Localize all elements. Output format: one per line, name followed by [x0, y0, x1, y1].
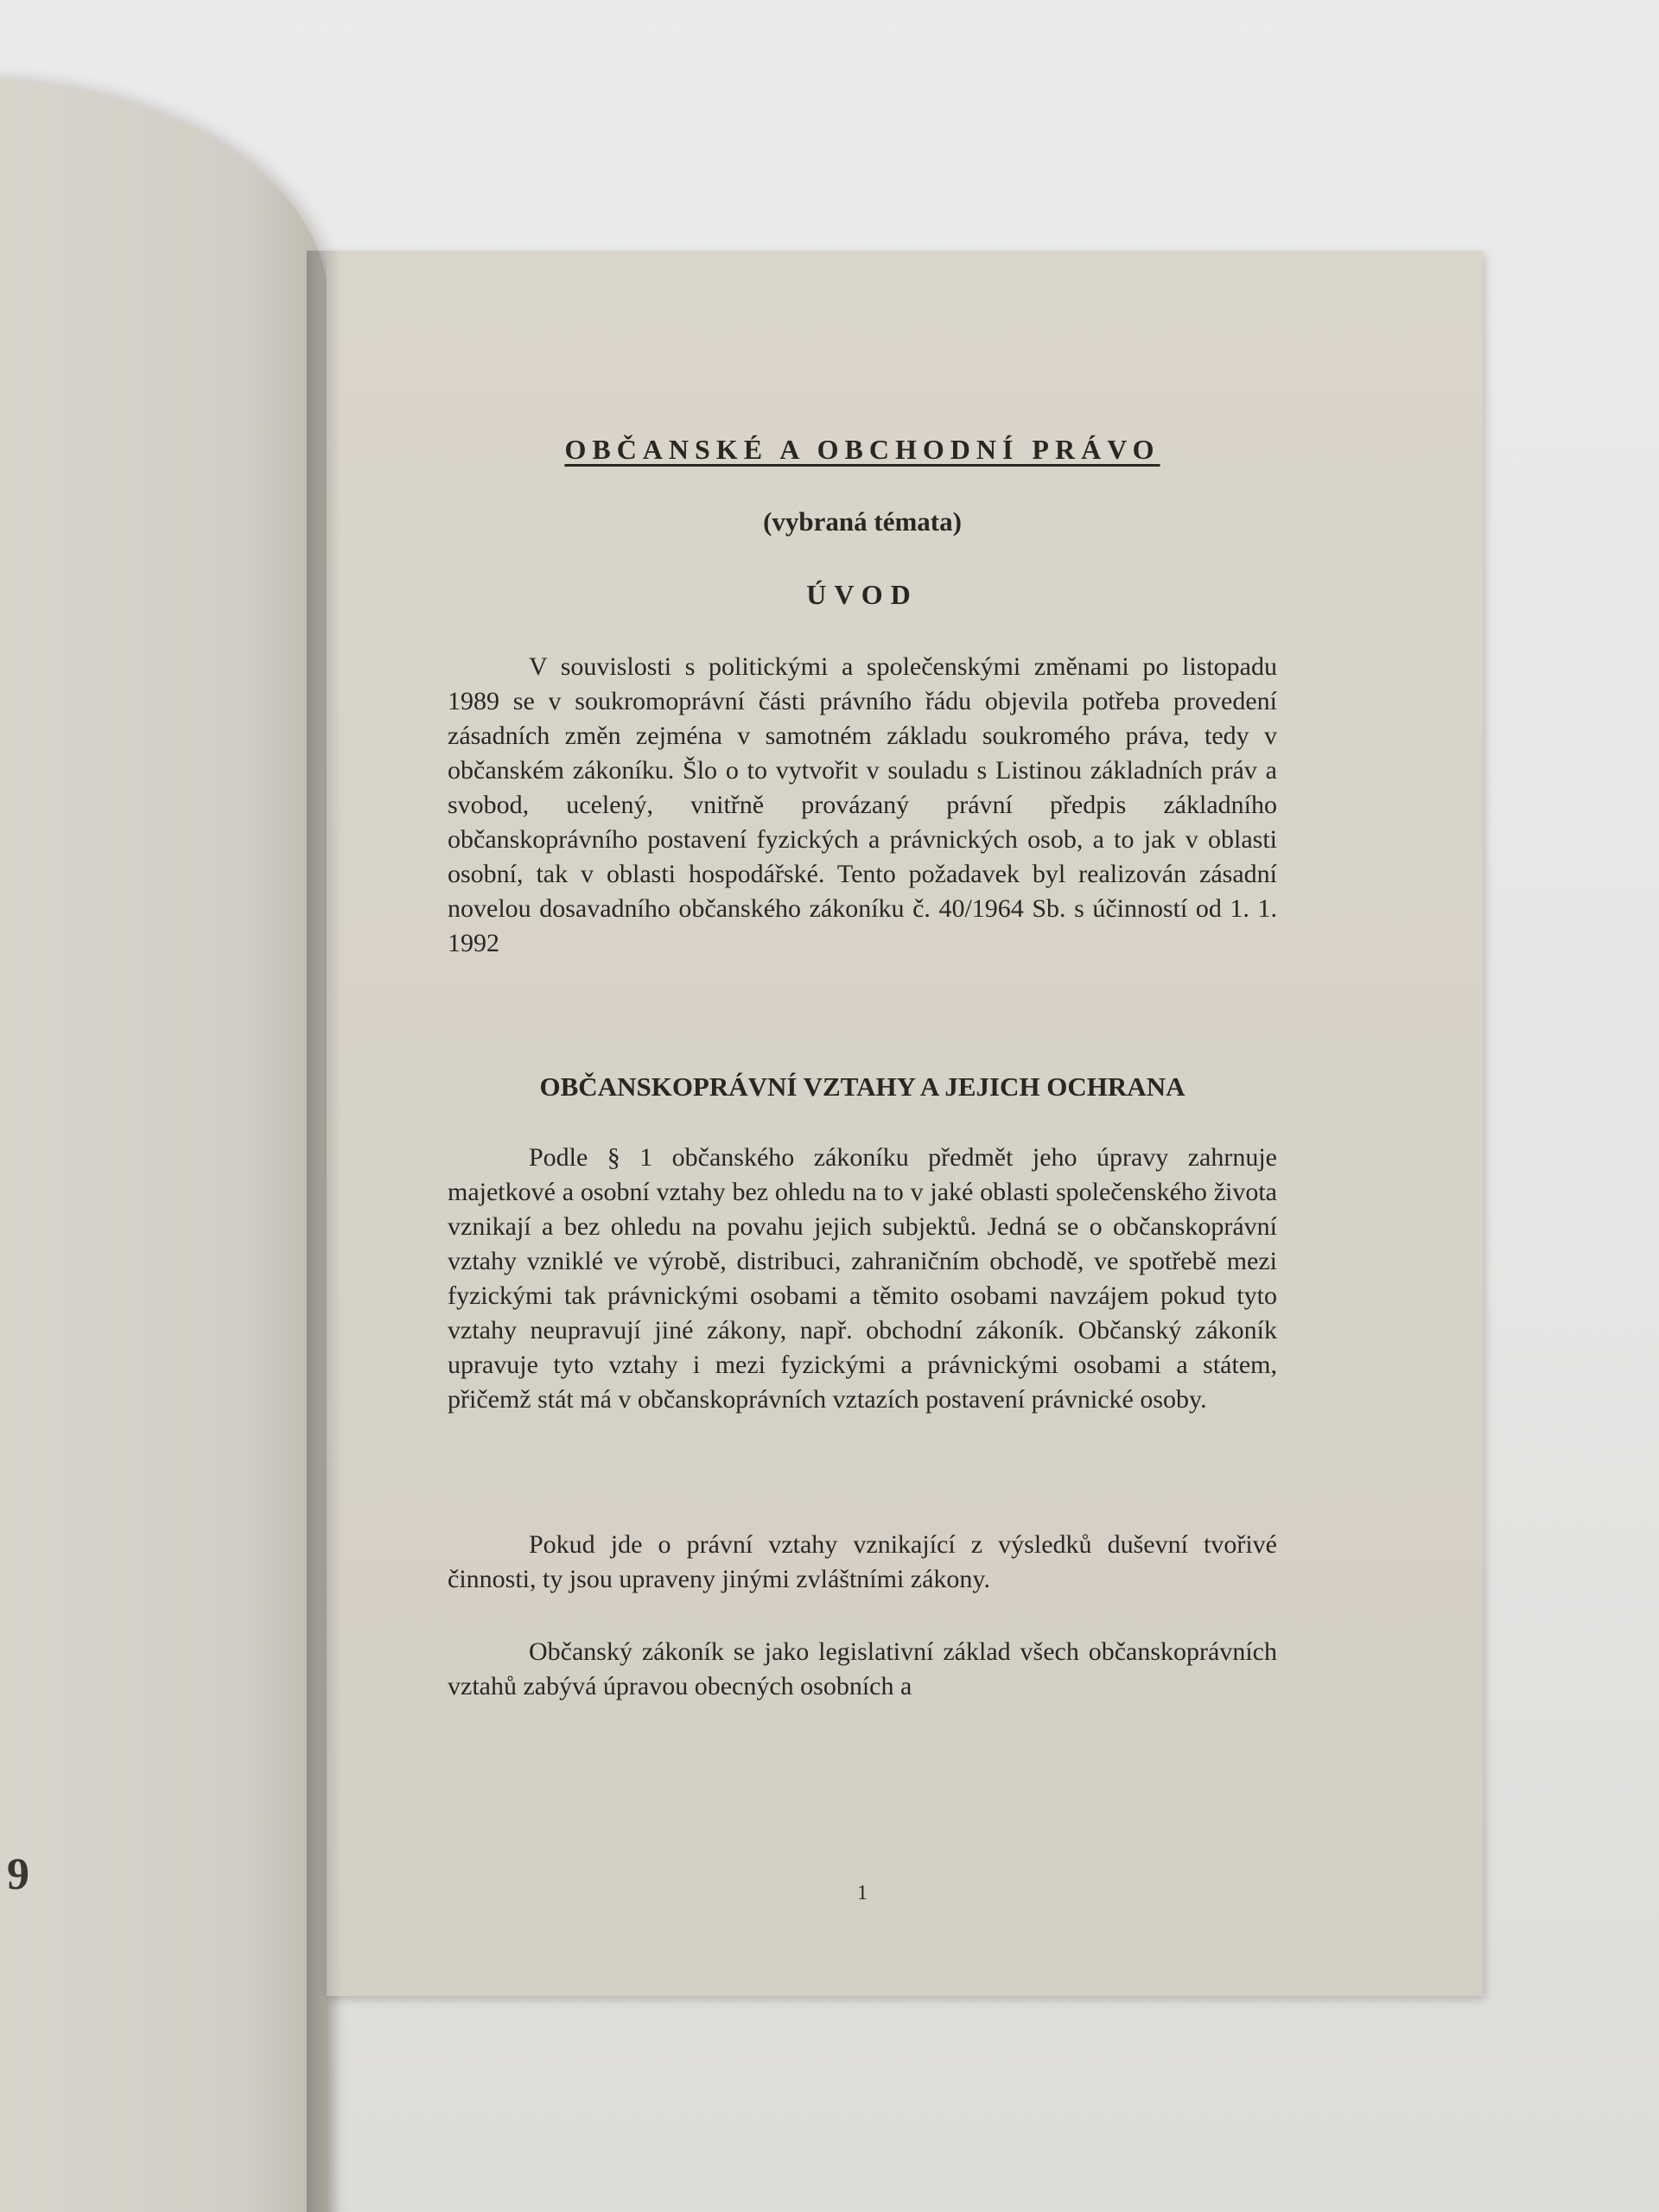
body-paragraph: Občanský zákoník se jako legislativní základ všech občanskoprávních vztahů zabývá úpravou obecných osobních a: [448, 1637, 1277, 1700]
left-page: [0, 78, 328, 2212]
intro-paragraph: V souvislosti s politickými a společenskými změnami po listopadu 1989 se v soukromoprávní části právního řádu objevila potřeba provedení zásadních změn zejména v samotném základu soukromého práva, tedy v občanském zákoníku. Šlo o to vytvořit v souladu s Listinou základních práv a svobod, ucelený, vnitřně provázaný právní předpis základního občanskoprávního postavení fyzických a právnických osob, a to jak v oblasti osobní, tak v oblasti hospodářské. Tento požadavek byl realizován zásadní novelou dosavadního občanského zákoníku č. 40/1964 Sb. s účinností od 1. 1. 1992: [448, 652, 1277, 957]
document-subtitle: (vybraná témata): [763, 506, 962, 537]
body-paragraph: Pokud jde o právní vztahy vznikající z výsledků duševní tvořivé činnosti, ty jsou upraveny jinými zvláštními zákony.: [448, 1530, 1277, 1593]
right-page: [327, 251, 1483, 1996]
left-page-number: 9: [7, 1850, 29, 1899]
document-title: OBČANSKÉ A OBCHODNÍ PRÁVO: [564, 434, 1160, 465]
gutter-shadow: [307, 251, 341, 2212]
section-heading: OBČANSKOPRÁVNÍ VZTAHY A JEJICH OCHRANA: [539, 1071, 1185, 1102]
body-paragraph: Podle § 1 občanského zákoníku předmět jeho úpravy zahrnuje majetkové a osobní vztahy bez ohledu na to v jaké oblasti společenského života vznikají a bez ohledu na povahu jejich subjektů. Jedná se o občanskoprávní vztahy vzniklé ve výrobě, distribuci, zahraničním obchodě, ve spotřebě mezi fyzickými tak právnickými osobami a těmito osobami navzájem pokud tyto vztahy neupravují jiné zákony, např. obchodní zákoník. Občanský zákoník upravuje tyto vztahy i mezi fyzickými a právnickými osobami a státem, přičemž stát má v občanskoprávních vztazích postavení právnické osoby.: [448, 1143, 1277, 1414]
page-number: 1: [857, 1882, 868, 1904]
intro-heading: ÚVOD: [806, 579, 918, 610]
